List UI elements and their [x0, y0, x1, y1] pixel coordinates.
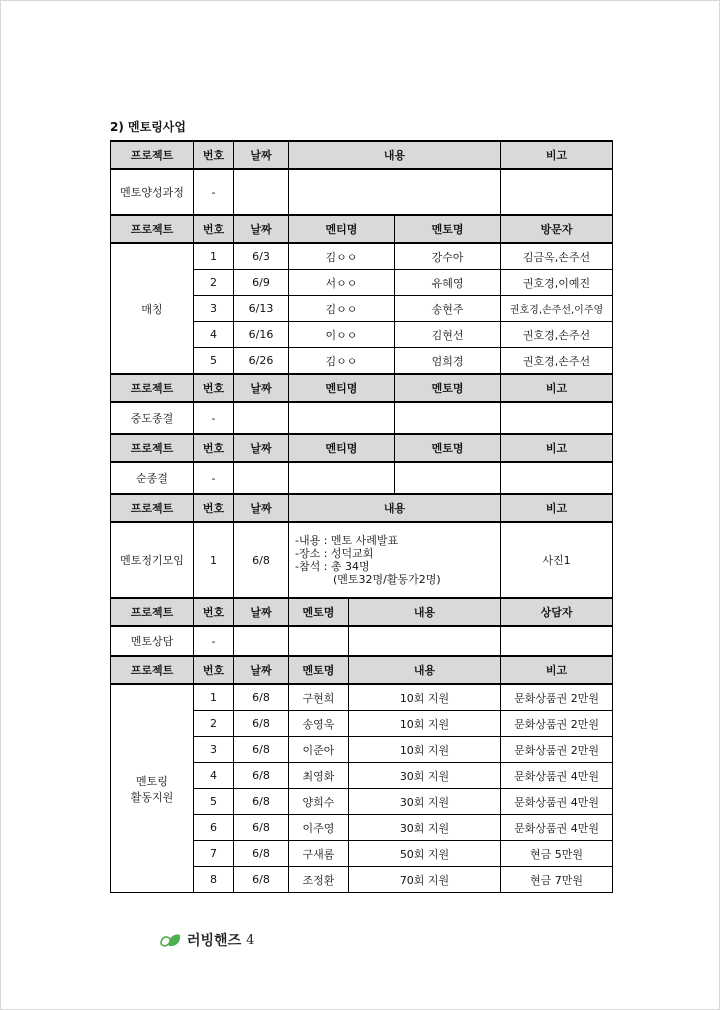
date-cell: 6/8: [234, 522, 289, 598]
table-header-row: [111, 434, 613, 462]
mentor-cell: 조정환: [289, 867, 349, 893]
note-cell: 문화상품권 4만원: [501, 815, 613, 841]
project-line: 멘토링: [136, 774, 168, 788]
header-cell: 프로젝트: [111, 374, 194, 402]
note-cell: [501, 462, 613, 494]
mentor-cell: 강수아: [395, 243, 501, 270]
leaf-icon: [158, 930, 184, 950]
header-cell: 비고: [501, 374, 613, 402]
header-cell: 날짜: [234, 374, 289, 402]
content-cell: 30회 지원: [349, 763, 501, 789]
mentor-cell: 송영욱: [289, 711, 349, 737]
date-cell: 6/3: [234, 243, 289, 270]
date-cell: 6/8: [234, 763, 289, 789]
mentor-cell: 양희수: [289, 789, 349, 815]
page-number: 4: [246, 932, 255, 948]
mentor-cell: 유혜영: [395, 270, 501, 296]
header-cell: 번호: [194, 598, 234, 626]
visitor-cell: 권호경,손주선,이주영: [501, 296, 613, 322]
mentor-cell: 이준아: [289, 737, 349, 763]
note-cell: 문화상품권 2만원: [501, 684, 613, 711]
header-cell: 프로젝트: [111, 215, 194, 243]
project-cell: 매칭: [111, 243, 194, 374]
date-cell: [234, 626, 289, 656]
header-cell: 멘토명: [289, 598, 349, 626]
header-cell: 상담자: [501, 598, 613, 626]
header-cell: 비고: [501, 656, 613, 684]
content-line: -장소 : 성덕교회: [295, 547, 374, 560]
note-cell: 문화상품권 2만원: [501, 737, 613, 763]
header-cell: 비고: [501, 494, 613, 522]
table-header-row: [111, 494, 613, 522]
table-header-row: [111, 141, 613, 169]
number-cell: 2: [194, 711, 234, 737]
header-cell: 내용: [349, 656, 501, 684]
counselor-cell: [501, 626, 613, 656]
visitor-cell: 권호경,손주선: [501, 348, 613, 375]
content-line: -참석 : 총 34명: [295, 560, 370, 573]
content-cell: 30회 지원: [349, 815, 501, 841]
project-cell: 멘토양성과정: [111, 169, 194, 215]
header-cell: 멘토명: [395, 374, 501, 402]
note-cell: 현금 7만원: [501, 867, 613, 893]
table-row: [111, 462, 613, 494]
header-cell: 날짜: [234, 215, 289, 243]
table-row: [111, 402, 613, 434]
note-cell: 사진1: [501, 522, 613, 598]
header-cell: 번호: [194, 494, 234, 522]
date-cell: 6/16: [234, 322, 289, 348]
header-cell: 프로젝트: [111, 141, 194, 169]
header-cell: 번호: [194, 374, 234, 402]
number-cell: 3: [194, 737, 234, 763]
table-row: [111, 169, 613, 215]
table-row: [111, 522, 613, 598]
header-cell: 내용: [289, 141, 501, 169]
number-cell: 5: [194, 789, 234, 815]
mentee-cell: 김ㅇㅇ: [289, 243, 395, 270]
mentee-cell: 김ㅇㅇ: [289, 296, 395, 322]
date-cell: 6/8: [234, 841, 289, 867]
number-cell: -: [194, 462, 234, 494]
note-cell: [501, 402, 613, 434]
mentee-cell: [289, 462, 395, 494]
visitor-cell: 권호경,손주선: [501, 322, 613, 348]
mentor-cell: 김현선: [395, 322, 501, 348]
table-header-row: [111, 215, 613, 243]
mentor-cell: 송현주: [395, 296, 501, 322]
mentor-cell: 이주영: [289, 815, 349, 841]
date-cell: 6/13: [234, 296, 289, 322]
date-cell: [234, 402, 289, 434]
content-cell: 10회 지원: [349, 684, 501, 711]
content-cell: 30회 지원: [349, 789, 501, 815]
date-cell: 6/8: [234, 867, 289, 893]
header-cell: 내용: [349, 598, 501, 626]
mentee-cell: [289, 402, 395, 434]
mentor-cell: 최영화: [289, 763, 349, 789]
number-cell: 2: [194, 270, 234, 296]
content-cell: [289, 522, 501, 598]
number-cell: 7: [194, 841, 234, 867]
mentoring-table: [110, 140, 613, 893]
number-cell: 1: [194, 522, 234, 598]
note-cell: 현금 5만원: [501, 841, 613, 867]
header-cell: 날짜: [234, 141, 289, 169]
number-cell: 5: [194, 348, 234, 375]
header-cell: 번호: [194, 141, 234, 169]
header-cell: 멘토명: [395, 215, 501, 243]
mentor-cell: [395, 402, 501, 434]
date-cell: 6/8: [234, 815, 289, 841]
date-cell: 6/26: [234, 348, 289, 375]
header-cell: 멘티명: [289, 374, 395, 402]
date-cell: 6/9: [234, 270, 289, 296]
header-cell: 프로젝트: [111, 434, 194, 462]
mentor-cell: 엄희경: [395, 348, 501, 375]
mentor-cell: 구새롬: [289, 841, 349, 867]
table-header-row: [111, 598, 613, 626]
project-line: 활동지원: [130, 790, 174, 804]
date-cell: [234, 169, 289, 215]
brand-name: 러빙핸즈: [187, 933, 242, 949]
header-cell: 멘토명: [289, 656, 349, 684]
header-cell: 프로젝트: [111, 494, 194, 522]
number-cell: 4: [194, 763, 234, 789]
note-cell: 문화상품권 4만원: [501, 763, 613, 789]
section-title: 2) 멘토링사업: [110, 120, 186, 134]
content-cell: 10회 지원: [349, 711, 501, 737]
header-cell: 멘티명: [289, 434, 395, 462]
header-cell: 날짜: [234, 494, 289, 522]
table-header-row: [111, 374, 613, 402]
date-cell: 6/8: [234, 684, 289, 711]
header-cell: 방문자: [501, 215, 613, 243]
table-row: [111, 243, 613, 270]
project-cell: [111, 684, 194, 893]
header-cell: 날짜: [234, 434, 289, 462]
date-cell: 6/8: [234, 711, 289, 737]
note-cell: [501, 169, 613, 215]
content-cell: 70회 지원: [349, 867, 501, 893]
header-cell: 멘토명: [395, 434, 501, 462]
visitor-cell: 권호경,이예진: [501, 270, 613, 296]
header-cell: 멘티명: [289, 215, 395, 243]
date-cell: [234, 462, 289, 494]
mentee-cell: 김ㅇㅇ: [289, 348, 395, 375]
table-row: [111, 684, 613, 711]
visitor-cell: 김금옥,손주선: [501, 243, 613, 270]
content-line: (멘토32명/활동가2명): [333, 573, 441, 586]
mentor-cell: 구현희: [289, 684, 349, 711]
header-cell: 번호: [194, 215, 234, 243]
content-line: -내용 : 멘토 사례발표: [295, 534, 399, 547]
header-cell: 번호: [194, 656, 234, 684]
number-cell: -: [194, 402, 234, 434]
content-cell: 10회 지원: [349, 737, 501, 763]
number-cell: 1: [194, 684, 234, 711]
header-cell: 비고: [501, 434, 613, 462]
note-cell: 문화상품권 4만원: [501, 789, 613, 815]
header-cell: 프로젝트: [111, 656, 194, 684]
number-cell: -: [194, 169, 234, 215]
project-cell: 중도종결: [111, 402, 194, 434]
mentor-cell: [395, 462, 501, 494]
header-cell: 날짜: [234, 656, 289, 684]
content-cell: [349, 626, 501, 656]
project-cell: 순종결: [111, 462, 194, 494]
header-cell: 날짜: [234, 598, 289, 626]
note-cell: 문화상품권 2만원: [501, 711, 613, 737]
number-cell: 4: [194, 322, 234, 348]
number-cell: 8: [194, 867, 234, 893]
date-cell: 6/8: [234, 789, 289, 815]
table-header-row: [111, 656, 613, 684]
number-cell: -: [194, 626, 234, 656]
table-row: [111, 626, 613, 656]
number-cell: 6: [194, 815, 234, 841]
header-cell: 내용: [289, 494, 501, 522]
number-cell: 3: [194, 296, 234, 322]
number-cell: 1: [194, 243, 234, 270]
footer: [158, 930, 254, 950]
header-cell: 비고: [501, 141, 613, 169]
mentee-cell: 이ㅇㅇ: [289, 322, 395, 348]
project-cell: 멘토정기모임: [111, 522, 194, 598]
content-cell: [289, 169, 501, 215]
mentor-cell: [289, 626, 349, 656]
project-cell: 멘토상담: [111, 626, 194, 656]
date-cell: 6/8: [234, 737, 289, 763]
content-cell: 50회 지원: [349, 841, 501, 867]
header-cell: 번호: [194, 434, 234, 462]
header-cell: 프로젝트: [111, 598, 194, 626]
mentee-cell: 서ㅇㅇ: [289, 270, 395, 296]
